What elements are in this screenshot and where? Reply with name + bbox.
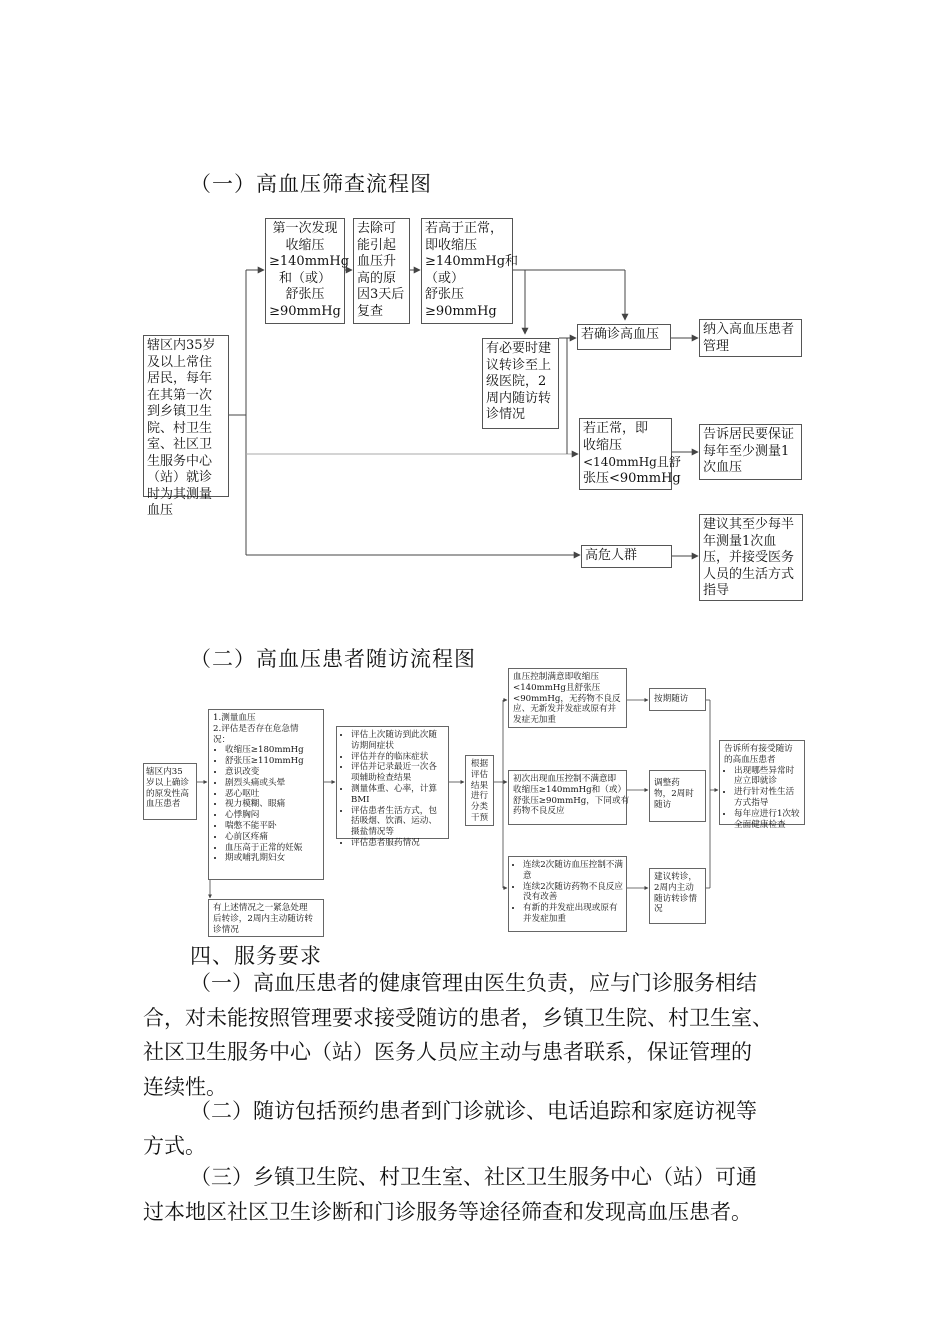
transfer-line: 况 (654, 904, 663, 915)
first-unsatisfied-line: 初次出现血压控制不满意即 (513, 774, 617, 784)
consecutive-box (508, 856, 627, 932)
remove-cause-line: 能引起 (357, 237, 397, 253)
referral-line: 周内随访转 (486, 390, 552, 406)
start-line: 血压 (147, 503, 174, 518)
include-mgmt-line: 管理 (703, 338, 730, 354)
first-found-line: 收缩压 (285, 237, 325, 253)
inform-head-line: 告诉所有接受随访 (724, 744, 793, 754)
measure-head-line: 况： (213, 734, 231, 745)
suggest-line: 指导 (703, 583, 730, 598)
suggest-line: 人员的生活方式 (703, 566, 795, 582)
emergency-line: 后转诊，2周内主动随访转 (213, 913, 313, 924)
paragraph-line: 过本地区社区卫生诊断和门诊服务等途径筛查和发现高血压患者。 (143, 1199, 752, 1224)
list-item: • 评估患者生活方式，包 括吸烟、饮酒、运动、 摄盐情况等 (351, 806, 444, 838)
section-title: 四、服务要求 (190, 944, 322, 968)
patient-line: 血压患者 (146, 799, 181, 810)
classify-line: 进行 (470, 791, 489, 802)
danger-signs-list (213, 745, 319, 864)
tell-resident-line: 次血压 (703, 460, 743, 475)
paragraph-line: 连续性。 (143, 1074, 227, 1099)
list-item: • 出现哪些异常时 应立即就诊 (734, 766, 800, 788)
start-line: 在其第一次 (147, 387, 213, 403)
scheduled-box (649, 688, 706, 711)
paragraph-line: （二）随访包括预约患者到门诊就诊、电话追踪和家庭访视等 (190, 1099, 757, 1123)
list-item: • 评估上次随访到此次随 访期间症状 (351, 730, 444, 752)
first-found-line: ≥90mmHg (269, 303, 341, 319)
start-line: 居民，每年 (147, 371, 213, 386)
remove-cause-line: 去除可 (357, 221, 397, 236)
patient-line: 岁以上确诊 (146, 777, 189, 788)
if-high-line: ≥140mmHg和 (425, 254, 519, 269)
transfer-box (649, 868, 706, 924)
measure-assess-box (208, 709, 324, 880)
list-item: • 意识改变 (225, 767, 319, 778)
list-item: • 视力模糊、眼痛 (225, 799, 319, 810)
first-unsatisfied-box (508, 770, 630, 825)
inform-list (724, 766, 800, 831)
paragraph-1 (143, 966, 823, 1104)
if-high-line: 若高于正常， (425, 221, 504, 236)
paragraph-line: （三）乡镇卫生院、村卫生室、社区卫生服务中心（站）可通 (190, 1165, 757, 1189)
satisfied-line: 血压控制满意即收缩压 (513, 672, 599, 682)
classify-box (465, 755, 494, 826)
paragraph-3 (143, 1160, 823, 1229)
measure-head-line: 1.测量血压 (213, 713, 256, 723)
start-line: 到乡镇卫生 (147, 404, 213, 419)
referral-line: 有必要时建 (486, 341, 552, 356)
if-normal-line: <140mmHg且舒 (583, 455, 681, 469)
paragraph-2 (143, 1094, 823, 1163)
emergency-line: 有上述情况之一紧急处理 (213, 903, 308, 913)
first-unsatisfied-line: 药物不良反应 (513, 806, 565, 817)
tell-resident-line: 每年至少测量1 (703, 443, 790, 459)
paragraph-line: （一）高血压患者的健康管理由医生负责，应与门诊服务相结 (190, 971, 757, 995)
start-line: 院、村卫生 (147, 420, 213, 436)
transfer-line: 建议转诊， (654, 872, 697, 882)
first-found-line: 和（或） (278, 270, 331, 286)
remove-cause-line: 复查 (357, 303, 384, 319)
emergency-box (208, 899, 324, 937)
remove-cause-line: 因3天后 (357, 287, 405, 302)
high-risk-line: 高危人群 (585, 548, 638, 563)
start-line: （站）就诊 (147, 470, 213, 485)
start-line: 时为其测量 (147, 486, 213, 502)
confirmed-line: 若确诊高血压 (581, 327, 660, 342)
if-high-line: 舒张压 (425, 287, 465, 302)
paragraph-line: 合，对未能按照管理要求接受随访的患者，乡镇卫生院、村卫生室、 (143, 1005, 773, 1030)
if-high-line: （或） (425, 270, 465, 286)
satisfied-box (508, 668, 627, 728)
list-item: • 剧烈头痛或头晕 (225, 778, 319, 789)
list-item: • 连续2次随访血压控制不满 意 (523, 860, 622, 882)
classify-line: 分类 (470, 802, 489, 813)
first-found-line: ≥140mmHg (269, 254, 350, 269)
adjust-line: 随访 (654, 799, 672, 810)
list-item: • 评估并记录最近一次各 项辅助检查结果 (351, 762, 444, 784)
inform-head-line: 的高血压患者 (724, 754, 776, 765)
followup-flowchart-title: （二）高血压患者随访流程图 (190, 647, 476, 671)
list-item: • 评估并存的临床症状 (351, 752, 444, 763)
if-normal-line: 若正常，即 (583, 421, 649, 436)
referral-line: 议转诊至上 (486, 357, 552, 373)
list-item: • 每年应进行1次较 全面健康检查 (734, 809, 800, 831)
adjust-line: 调整药 (654, 778, 680, 788)
list-item: • 舒张压≥110mmHg (225, 756, 319, 767)
scheduled-line: 按期随访 (654, 694, 689, 704)
if-high-line: ≥90mmHg (425, 303, 497, 319)
list-item: • 期或哺乳期妇女 (225, 853, 319, 864)
classify-line: 根据 (470, 759, 489, 769)
paragraph-line: 社区卫生服务中心（站）医务人员应主动与患者联系，保证管理的 (143, 1040, 752, 1064)
referral-line: 级医院，2 (486, 374, 547, 389)
if-normal-line: 收缩压 (583, 437, 623, 453)
include-mgmt-line: 纳入高血压患者 (703, 322, 795, 337)
list-item: • 心悸胸闷 (225, 810, 319, 821)
list-item: • 恶心呕吐 (225, 789, 319, 800)
assess-list (341, 730, 444, 849)
suggest-line: 压，并接受医务 (703, 550, 795, 565)
start-line: 辖区内35岁 (147, 338, 216, 353)
satisfied-line: 发症无加重 (513, 715, 556, 726)
list-item: • 测量体重、心率，计算 BMI (351, 784, 444, 806)
if-normal-line: 张压<90mmHg (583, 470, 681, 486)
satisfied-line: 应、无新发并发症或原有并 (513, 704, 617, 715)
satisfied-line: <140mmHg且舒张压 (513, 682, 601, 693)
transfer-line: 随访转诊情 (654, 893, 697, 904)
list-item: • 有新的并发症出现或原有 并发症加重 (523, 903, 622, 925)
adjust-line: 物，2周时 (654, 788, 694, 799)
paragraph-line: 方式。 (143, 1133, 206, 1158)
suggest-line: 建议其至少每半 (703, 517, 795, 532)
patient-line: 的原发性高 (146, 788, 189, 799)
satisfied-line: <90mmHg，无药物不良反 (513, 693, 621, 704)
list-item: • 收缩压≥180mmHg (225, 745, 319, 756)
first-found-line: 第一次发现 (272, 221, 338, 236)
list-item: • 进行针对性生活 方式指导 (734, 787, 800, 809)
referral-line: 诊情况 (486, 407, 526, 422)
list-item: • 连续2次随访药物不良反应 没有改善 (523, 882, 622, 904)
transfer-line: 2周内主动 (654, 882, 694, 893)
list-item: • 喘憋不能平卧 (225, 821, 319, 832)
consecutive-list (513, 860, 622, 925)
start-line: 室、社区卫 (147, 437, 213, 452)
assess-box (336, 726, 449, 848)
patient-line: 辖区内35 (146, 767, 183, 777)
list-item: • 血压高于正常的妊娠 (225, 843, 319, 854)
inform-box (719, 740, 805, 830)
classify-line: 结果 (470, 780, 489, 791)
classify-line: 干预 (470, 812, 489, 823)
suggest-line: 年测量1次血 (703, 533, 777, 549)
list-item: • 心前区疼痛 (225, 832, 319, 843)
list-item: • 评估患者服药情况 (351, 838, 444, 849)
screening-flowchart-title: （一）高血压筛查流程图 (190, 172, 432, 196)
emergency-line: 诊情况 (213, 924, 239, 935)
tell-resident-line: 告诉居民要保证 (703, 427, 795, 442)
measure-head-line: 2.评估是否存在危急情 (213, 723, 299, 734)
remove-cause-line: 高的原 (357, 270, 397, 286)
remove-cause-line: 血压升 (357, 254, 397, 269)
if-high-line: 即收缩压 (425, 237, 478, 253)
first-unsatisfied-line: 收缩压≥140mmHg和（或） (513, 784, 627, 795)
start-line: 生服务中心 (147, 453, 213, 469)
start-line: 及以上常住 (147, 354, 213, 370)
first-found-line: 舒张压 (285, 287, 325, 302)
classify-line: 评估 (470, 769, 489, 780)
adjust-box (649, 770, 706, 822)
first-unsatisfied-line: 舒张压≥90mmHg，下同或有 (513, 795, 630, 806)
patient-box (143, 763, 197, 820)
